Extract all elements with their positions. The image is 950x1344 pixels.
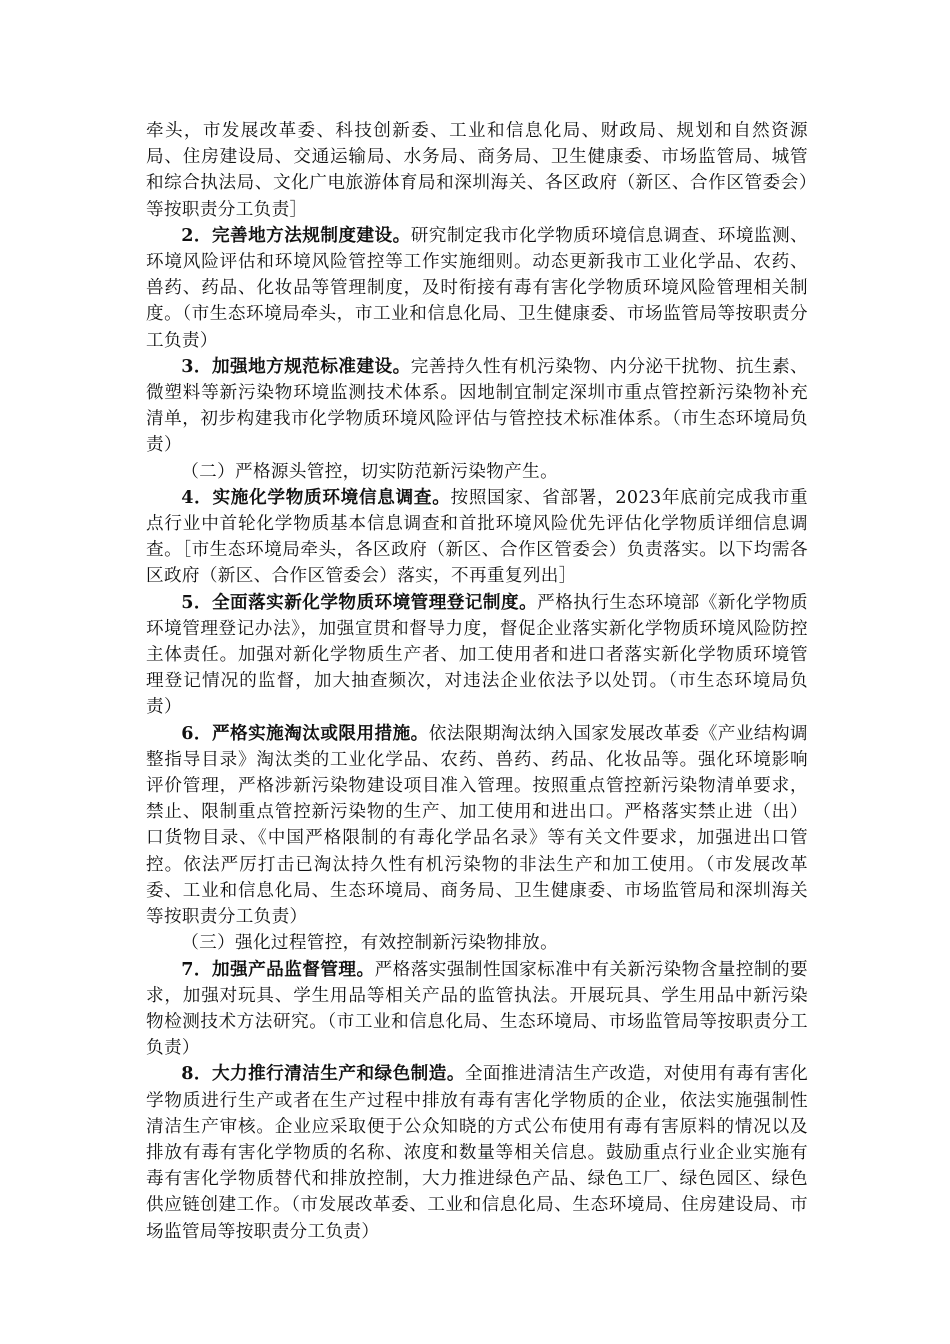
paragraph-text: 依法限期淘汰纳入国家发展改革委《产业结构调整指导目录》淘汰类的工业化学品、农药、兽药、药品、化妆品等。强化环境影响评价管理，严格涉新污染物建设项目准入管理。按照重点管控新污染物清单要求，禁止、限制重点管控新污染物的生产、加工使用和进出口。严格落实禁止进（出）口货物目录、《中国严格限制的有毒化学品名录》等有关文件要求，加强进出口管控。依法严厉打击已淘汰持久性有机污染物的非法生产和加工使用。（市发展改革委、工业和信息化局、生态环境局、商务局、卫生健康委、市场监管局和深圳海关等按职责分工负责） <box>146 723 808 928</box>
paragraph-item-7 <box>146 957 808 1062</box>
item-heading: 4．实施化学物质环境信息调查。 <box>181 486 451 508</box>
item-heading: 6．严格实施淘汰或限用措施。 <box>181 722 429 744</box>
paragraph-item-4 <box>146 485 808 590</box>
paragraph-text: 研究制定我市化学物质环境信息调查、环境监测、环境风险评估和环境风险管控等工作实施细则。动态更新我市工业化学品、农药、兽药、药品、化妆品等管理制度，及时衔接有毒有害化学物质环境风险管理相关制度。（市生态环境局牵头，市工业和信息化局、卫生健康委、市场监管局等按职责分工负责） <box>146 225 808 351</box>
paragraph-item-3 <box>146 354 808 459</box>
paragraph-text: 牵头，市发展改革委、科技创新委、工业和信息化局、财政局、规划和自然资源局、住房建设局、交通运输局、水务局、商务局、卫生健康委、市场监管局、城管和综合执法局、文化广电旅游体育局和深圳海关、各区政府（新区、合作区管委会）等按职责分工负责］ <box>146 121 808 220</box>
paragraph-item-6 <box>146 721 808 931</box>
section-heading-3 <box>146 930 808 956</box>
item-heading: 7．加强产品监督管理。 <box>181 958 375 980</box>
section-heading-text: （二）严格源头管控，切实防范新污染物产生。 <box>181 461 559 482</box>
item-heading: 8．大力推行清洁生产和绿色制造。 <box>181 1063 465 1085</box>
section-heading-2 <box>146 459 808 485</box>
paragraph-text: 严格落实强制性国家标准中有关新污染物含量控制的要求，加强对玩具、学生用品等相关产品的监管执法。开展玩具、学生用品中新污染物检测技术方法研究。（市工业和信息化局、生态环境局、市场监管局等按职责分工负责） <box>146 959 809 1059</box>
paragraph-text: 完善持久性有机污染物、内分泌干扰物、抗生素、微塑料等新污染物环境监测技术体系。因地制宜制定深圳市重点管控新污染物补充清单，初步构建我市化学物质环境风险评估与管控技术标准体系。（市生态环境局负责） <box>146 356 808 456</box>
paragraph-item-2 <box>146 223 808 354</box>
paragraph-item-8 <box>146 1061 808 1244</box>
section-heading-text: （三）强化过程管控，有效控制新污染物排放。 <box>181 933 559 954</box>
paragraph-text: 全面推进清洁生产改造，对使用有毒有害化学物质进行生产或者在生产过程中排放有毒有害化学物质的企业，依法实施强制性清洁生产审核。企业应采取便于公众知晓的方式公布使用有毒有害原料的情况以及排放有毒有害化学物质的名称、浓度和数量等相关信息。鼓励重点行业企业实施有毒有害化学物质替代和排放控制，大力推进绿色产品、绿色工厂、绿色园区、绿色供应链创建工作。（市发展改革委、工业和信息化局、生态环境局、住房建设局、市场监管局等按职责分工负责） <box>146 1064 809 1242</box>
paragraph-text: 严格执行生态环境部《新化学物质环境管理登记办法》，加强宣贯和督导力度，督促企业落实新化学物质环境风险防控主体责任。加强对新化学物质生产者、加工使用者和进口者落实新化学物质环境管理登记情况的监督，加大抽查频次，对违法企业依法予以处罚。（市生态环境局负责） <box>146 592 808 718</box>
paragraph-item-5 <box>146 590 808 721</box>
paragraph-continuation <box>146 118 808 223</box>
item-heading: 5．全面落实新化学物质环境管理登记制度。 <box>181 591 538 613</box>
document-page <box>146 118 808 1245</box>
item-heading: 2．完善地方法规制度建设。 <box>181 224 411 246</box>
item-heading: 3．加强地方规范标准建设。 <box>181 355 411 377</box>
paragraph-text: 按照国家、省部署，2023年底前完成我市重点行业中首轮化学物质基本信息调查和首批环境风险优先评估化学物质详细信息调查。［市生态环境局牵头，各区政府（新区、合作区管委会）负责落实。以下均需各区政府（新区、合作区管委会）落实，不再重复列出］ <box>146 487 808 587</box>
